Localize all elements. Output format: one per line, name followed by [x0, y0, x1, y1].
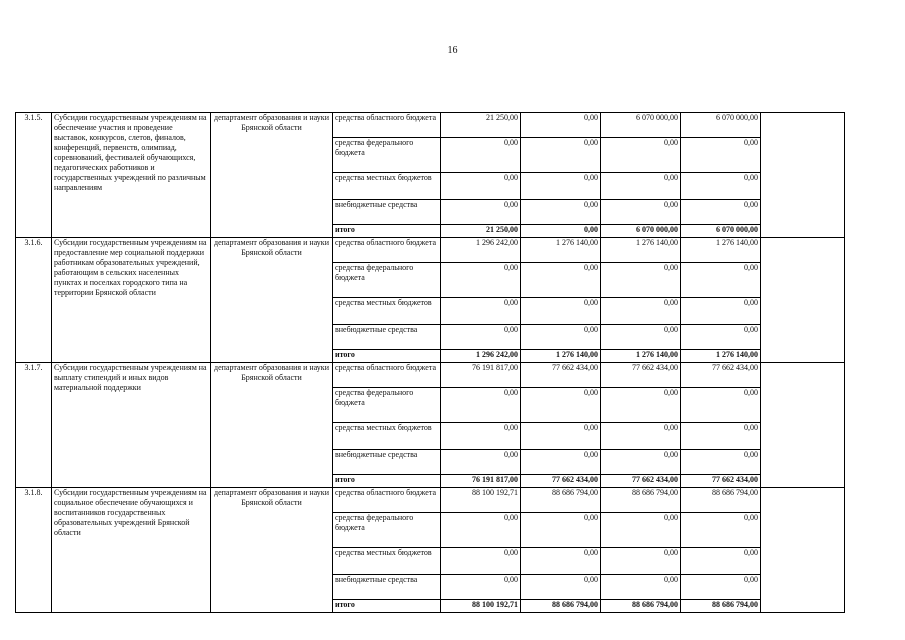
amount-v4: 77 662 434,00	[681, 475, 761, 488]
amount-v2: 0,00	[521, 388, 601, 423]
amount-v3: 6 070 000,00	[601, 225, 681, 238]
amount-v1: 0,00	[441, 173, 521, 200]
budget-table	[15, 112, 845, 613]
budget-row	[16, 363, 845, 388]
amount-v4: 0,00	[681, 263, 761, 298]
amount-v2: 77 662 434,00	[521, 475, 601, 488]
funding-source: средства федерального бюджета	[333, 388, 441, 423]
amount-v1: 0,00	[441, 298, 521, 325]
item-department: департамент образования и науки Брянской области	[211, 113, 333, 238]
funding-source: средства областного бюджета	[333, 113, 441, 138]
funding-source: внебюджетные средства	[333, 450, 441, 475]
item-description: Субсидии государственным учреждениям на обеспечение участия и проведение выставок, конкурсов, слетов, финалов, конференций, первенств, олимпиад, соревнований, фестивалей обучающихся, педагогических работников и государственных учреждений по различным направлениям	[52, 113, 211, 238]
amount-v2: 0,00	[521, 263, 601, 298]
funding-source: средства местных бюджетов	[333, 548, 441, 575]
amount-v2: 77 662 434,00	[521, 363, 601, 388]
funding-source: средства местных бюджетов	[333, 173, 441, 200]
amount-v1: 1 296 242,00	[441, 238, 521, 263]
amount-v2: 0,00	[521, 173, 601, 200]
amount-v2: 0,00	[521, 450, 601, 475]
amount-v3: 88 686 794,00	[601, 600, 681, 613]
item-code: 3.1.6.	[16, 238, 52, 363]
funding-source: средства областного бюджета	[333, 363, 441, 388]
page-number: 16	[447, 45, 458, 56]
item-description: Субсидии государственным учреждениям на выплату стипендий и иных видов материальной поддержки	[52, 363, 211, 488]
amount-v3: 0,00	[601, 388, 681, 423]
amount-v4: 0,00	[681, 423, 761, 450]
amount-v2: 0,00	[521, 575, 601, 600]
amount-v4: 88 686 794,00	[681, 600, 761, 613]
amount-v1: 0,00	[441, 575, 521, 600]
amount-v3: 0,00	[601, 173, 681, 200]
amount-v4: 0,00	[681, 513, 761, 548]
amount-v1: 0,00	[441, 513, 521, 548]
amount-v1: 88 100 192,71	[441, 488, 521, 513]
item-code: 3.1.5.	[16, 113, 52, 238]
amount-v2: 88 686 794,00	[521, 600, 601, 613]
amount-v1: 76 191 817,00	[441, 475, 521, 488]
funding-source: средства федерального бюджета	[333, 513, 441, 548]
amount-v3: 88 686 794,00	[601, 488, 681, 513]
amount-v1: 0,00	[441, 423, 521, 450]
amount-v2: 0,00	[521, 513, 601, 548]
amount-v3: 0,00	[601, 450, 681, 475]
amount-v1: 0,00	[441, 263, 521, 298]
amount-v2: 0,00	[521, 200, 601, 225]
funding-source: внебюджетные средства	[333, 200, 441, 225]
amount-v1: 21 250,00	[441, 225, 521, 238]
amount-v1: 0,00	[441, 138, 521, 173]
funding-source: средства федерального бюджета	[333, 263, 441, 298]
amount-v3: 0,00	[601, 200, 681, 225]
amount-v3: 0,00	[601, 423, 681, 450]
amount-v2: 0,00	[521, 225, 601, 238]
amount-v3: 0,00	[601, 575, 681, 600]
amount-v4: 0,00	[681, 200, 761, 225]
item-department: департамент образования и науки Брянской области	[211, 363, 333, 488]
amount-v4: 0,00	[681, 173, 761, 200]
amount-v2: 1 276 140,00	[521, 238, 601, 263]
budget-row	[16, 488, 845, 513]
amount-v4: 0,00	[681, 548, 761, 575]
item-description: Субсидии государственным учреждениям на предоставление мер социальной поддержки работникам образовательных учреждений, работающим в сельских населенных пунктах и поселках городского типа на территории Брянской области	[52, 238, 211, 363]
funding-source: итого	[333, 350, 441, 363]
amount-v4: 6 070 000,00	[681, 225, 761, 238]
amount-v2: 0,00	[521, 298, 601, 325]
empty-column-cell	[761, 113, 845, 238]
empty-column-cell	[761, 238, 845, 363]
amount-v1: 0,00	[441, 200, 521, 225]
funding-source: средства местных бюджетов	[333, 423, 441, 450]
amount-v3: 0,00	[601, 138, 681, 173]
amount-v2: 0,00	[521, 113, 601, 138]
funding-source: итого	[333, 225, 441, 238]
amount-v4: 88 686 794,00	[681, 488, 761, 513]
amount-v4: 77 662 434,00	[681, 363, 761, 388]
empty-column-cell	[761, 488, 845, 613]
budget-row	[16, 113, 845, 138]
budget-table-body	[16, 113, 845, 613]
amount-v4: 0,00	[681, 388, 761, 423]
amount-v1: 0,00	[441, 325, 521, 350]
amount-v4: 1 276 140,00	[681, 350, 761, 363]
funding-source: итого	[333, 600, 441, 613]
funding-source: средства областного бюджета	[333, 238, 441, 263]
item-code: 3.1.7.	[16, 363, 52, 488]
amount-v3: 0,00	[601, 513, 681, 548]
amount-v1: 0,00	[441, 388, 521, 423]
amount-v1: 21 250,00	[441, 113, 521, 138]
amount-v2: 0,00	[521, 423, 601, 450]
amount-v1: 88 100 192,71	[441, 600, 521, 613]
funding-source: внебюджетные средства	[333, 325, 441, 350]
amount-v1: 76 191 817,00	[441, 363, 521, 388]
item-department: департамент образования и науки Брянской области	[211, 488, 333, 613]
amount-v1: 0,00	[441, 548, 521, 575]
amount-v4: 6 070 000,00	[681, 113, 761, 138]
funding-source: средства федерального бюджета	[333, 138, 441, 173]
amount-v3: 1 276 140,00	[601, 238, 681, 263]
item-code: 3.1.8.	[16, 488, 52, 613]
amount-v2: 0,00	[521, 138, 601, 173]
amount-v3: 77 662 434,00	[601, 475, 681, 488]
amount-v3: 0,00	[601, 298, 681, 325]
amount-v3: 77 662 434,00	[601, 363, 681, 388]
amount-v4: 0,00	[681, 575, 761, 600]
amount-v4: 0,00	[681, 138, 761, 173]
amount-v4: 0,00	[681, 298, 761, 325]
item-description: Субсидии государственным учреждениям на социальное обеспечение обучающихся и воспитанников государственных образовательных учреждений Брянской области	[52, 488, 211, 613]
item-department: департамент образования и науки Брянской области	[211, 238, 333, 363]
amount-v2: 1 276 140,00	[521, 350, 601, 363]
amount-v4: 0,00	[681, 325, 761, 350]
funding-source: средства областного бюджета	[333, 488, 441, 513]
amount-v2: 0,00	[521, 325, 601, 350]
amount-v4: 0,00	[681, 450, 761, 475]
amount-v2: 0,00	[521, 548, 601, 575]
amount-v3: 0,00	[601, 548, 681, 575]
funding-source: внебюджетные средства	[333, 575, 441, 600]
amount-v1: 0,00	[441, 450, 521, 475]
amount-v2: 88 686 794,00	[521, 488, 601, 513]
amount-v3: 1 276 140,00	[601, 350, 681, 363]
empty-column-cell	[761, 363, 845, 488]
funding-source: средства местных бюджетов	[333, 298, 441, 325]
amount-v3: 0,00	[601, 263, 681, 298]
amount-v1: 1 296 242,00	[441, 350, 521, 363]
funding-source: итого	[333, 475, 441, 488]
amount-v4: 1 276 140,00	[681, 238, 761, 263]
budget-row	[16, 238, 845, 263]
amount-v3: 6 070 000,00	[601, 113, 681, 138]
amount-v3: 0,00	[601, 325, 681, 350]
